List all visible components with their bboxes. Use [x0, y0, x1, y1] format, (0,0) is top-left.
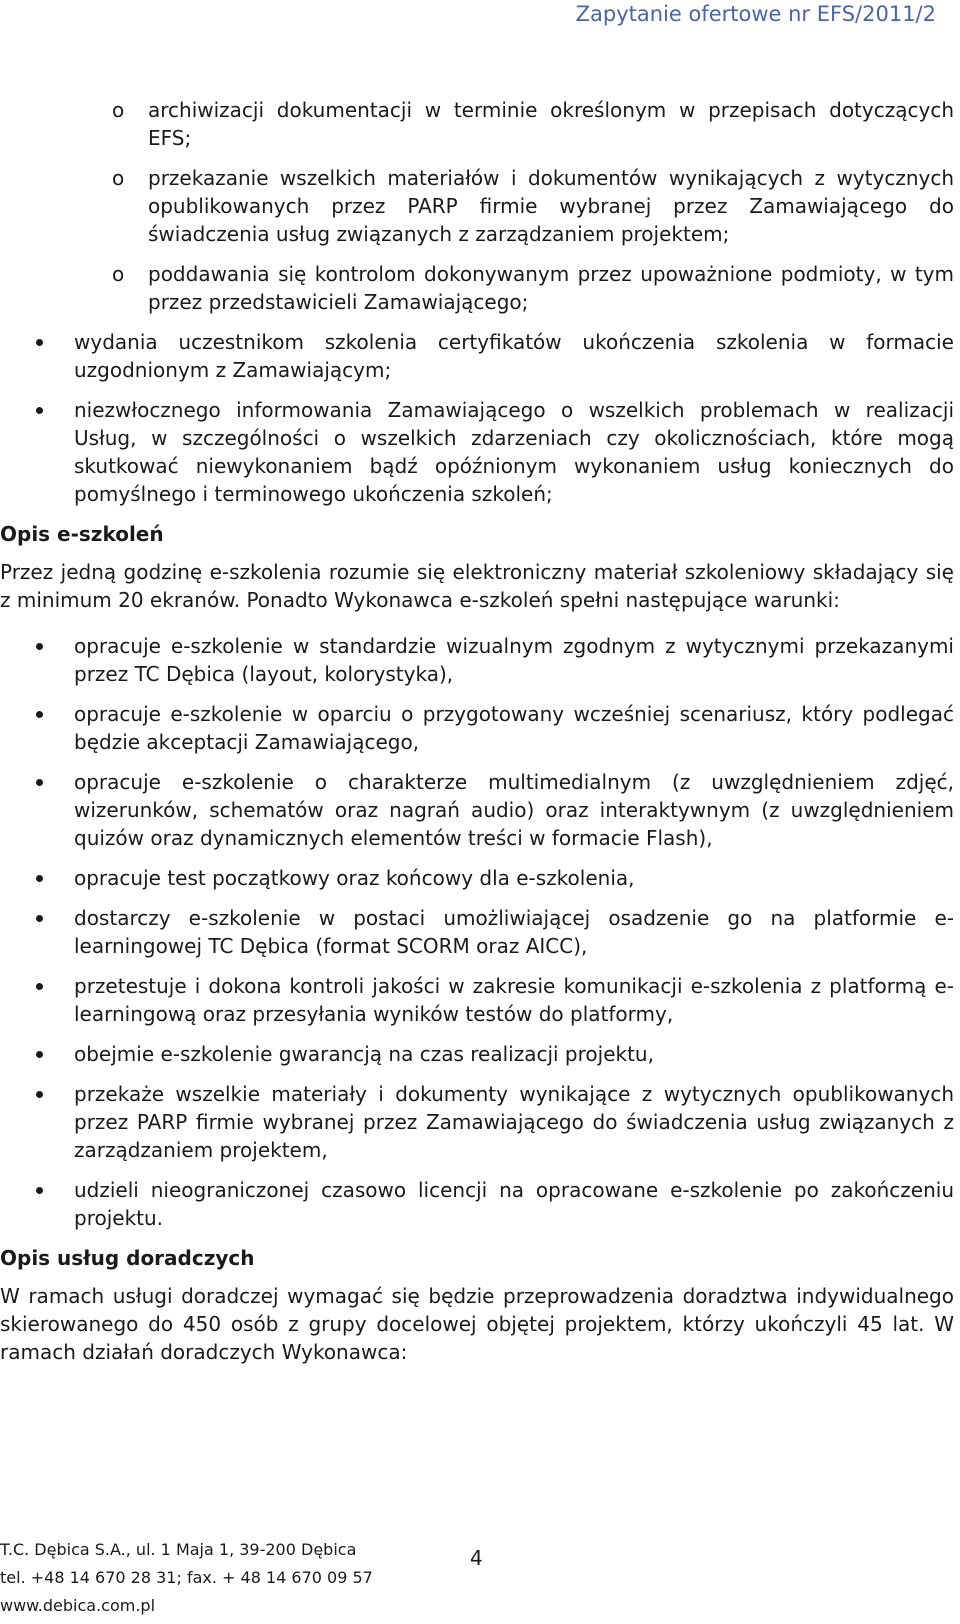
sub-list	[0, 96, 960, 316]
bullet-item-text: udzieli nieograniczonej czasowo licencji na opracowane e-szkolenie po zakończeniu projektu.	[74, 1178, 954, 1230]
bullet-item	[0, 396, 960, 508]
bullet-item	[0, 864, 960, 892]
footer-address: T.C. Dębica S.A., ul. 1 Maja 1, 39-200 Dębica	[0, 1540, 357, 1559]
bullet-dot-icon	[36, 875, 43, 882]
bullet-item	[0, 1040, 960, 1068]
bullet-item-text: opracuje e-szkolenie o charakterze multimedialnym (z uwzględnieniem zdjęć, wizerunków, schematów oraz nagrań audio) oraz interaktywnym (z uwzględnieniem quizów oraz dynamicznych elementów treści w formacie Flash),	[74, 770, 954, 850]
bullet-item-text: wydania uczestnikom szkolenia certyfikatów ukończenia szkolenia w formacie uzgodnionym z Zamawiającym;	[74, 330, 954, 382]
bullet-dot-icon	[36, 643, 43, 650]
sub-list-item	[0, 260, 960, 316]
bullet-item-text: przetestuje i dokona kontroli jakości w zakresie komunikacji e-szkolenia z platformą e-learningową oraz przesyłania wyników testów do platformy,	[74, 974, 954, 1026]
circle-marker: o	[112, 98, 125, 122]
bullet-item	[0, 328, 960, 384]
bullet-item-text: opracuje e-szkolenie w standardzie wizualnym zgodnym z wytycznymi przekazanymi przez TC Dębica (layout, kolorystyka),	[74, 634, 954, 686]
sub-list-item	[0, 164, 960, 248]
bullet-item	[0, 972, 960, 1028]
section-heading-doradcze: Opis usług doradczych	[0, 1246, 255, 1270]
sub-list-item	[0, 96, 960, 152]
bullet-item	[0, 1176, 960, 1232]
bullet-item	[0, 700, 960, 756]
bullet-dot-icon	[36, 711, 43, 718]
footer-website: www.debica.com.pl	[0, 1596, 156, 1615]
circle-marker: o	[112, 262, 125, 286]
bullet-dot-icon	[36, 1091, 43, 1098]
document-body	[0, 96, 960, 1384]
bullet-list-eszkolen	[0, 632, 960, 1232]
circle-marker: o	[112, 166, 125, 190]
bullet-dot-icon	[36, 915, 43, 922]
bullet-list-obligations	[0, 328, 960, 508]
bullet-dot-icon	[36, 779, 43, 786]
bullet-item	[0, 1080, 960, 1164]
bullet-item-text: niezwłocznego informowania Zamawiającego o wszelkich problemach w realizacji Usług, w szczególności o wszelkich zdarzeniach czy okolicznościach, które mogą skutkować niewykonaniem bądź opóźnionym wykonaniem usług koniecznych do pomyślnego i terminowego ukończenia szkoleń;	[74, 398, 954, 506]
bullet-dot-icon	[36, 407, 43, 414]
section-paragraph-doradcze: W ramach usługi doradczej wymagać się będzie przeprowadzenia doradztwa indywidualnego skierowanego do 450 osób z grupy docelowej objętej projektem, którzy ukończyli 45 lat. W ramach działań doradczych Wykonawca:	[0, 1284, 954, 1364]
bullet-item-text: dostarczy e-szkolenie w postaci umożliwiającej osadzenie go na platformie e-learningowej TC Dębica (format SCORM oraz AICC),	[74, 906, 954, 958]
bullet-item	[0, 904, 960, 960]
bullet-item-text: opracuje test początkowy oraz końcowy dla e-szkolenia,	[74, 866, 635, 890]
bullet-dot-icon	[36, 339, 43, 346]
bullet-dot-icon	[36, 983, 43, 990]
bullet-item-text: opracuje e-szkolenie w oparciu o przygotowany wcześniej scenariusz, który podlegać będzie akceptacji Zamawiającego,	[74, 702, 954, 754]
bullet-item-text: przekaże wszelkie materiały i dokumenty wynikające z wytycznych opublikowanych przez PARP firmie wybranej przez Zamawiającego do świadczenia usług związanych z zarządzaniem projektem,	[74, 1082, 954, 1162]
page-number: 4	[470, 1546, 483, 1570]
section-heading-eszkolen: Opis e-szkoleń	[0, 522, 164, 546]
footer-phone: tel. +48 14 670 28 31; fax. + 48 14 670 09 57	[0, 1568, 373, 1587]
sub-list-item-text: przekazanie wszelkich materiałów i dokumentów wynikających z wytycznych opublikowanych przez PARP firmie wybranej przez Zamawiającego do świadczenia usług związanych z zarządzaniem projektem;	[148, 166, 954, 246]
section-paragraph-eszkolen: Przez jedną godzinę e-szkolenia rozumie się elektroniczny materiał szkoleniowy składający się z minimum 20 ekranów. Ponadto Wykonawca e-szkoleń spełni następujące warunki:	[0, 560, 954, 612]
bullet-item	[0, 632, 960, 688]
sub-list-item-text: poddawania się kontrolom dokonywanym przez upoważnione podmioty, w tym przez przedstawicieli Zamawiającego;	[148, 262, 954, 314]
document-header-title: Zapytanie ofertowe nr EFS/2011/2	[575, 2, 936, 26]
bullet-item-text: obejmie e-szkolenie gwarancją na czas realizacji projektu,	[74, 1042, 654, 1066]
bullet-dot-icon	[36, 1187, 43, 1194]
bullet-item	[0, 768, 960, 852]
bullet-dot-icon	[36, 1051, 43, 1058]
sub-list-item-text: archiwizacji dokumentacji w terminie określonym w przepisach dotyczących EFS;	[148, 98, 954, 150]
